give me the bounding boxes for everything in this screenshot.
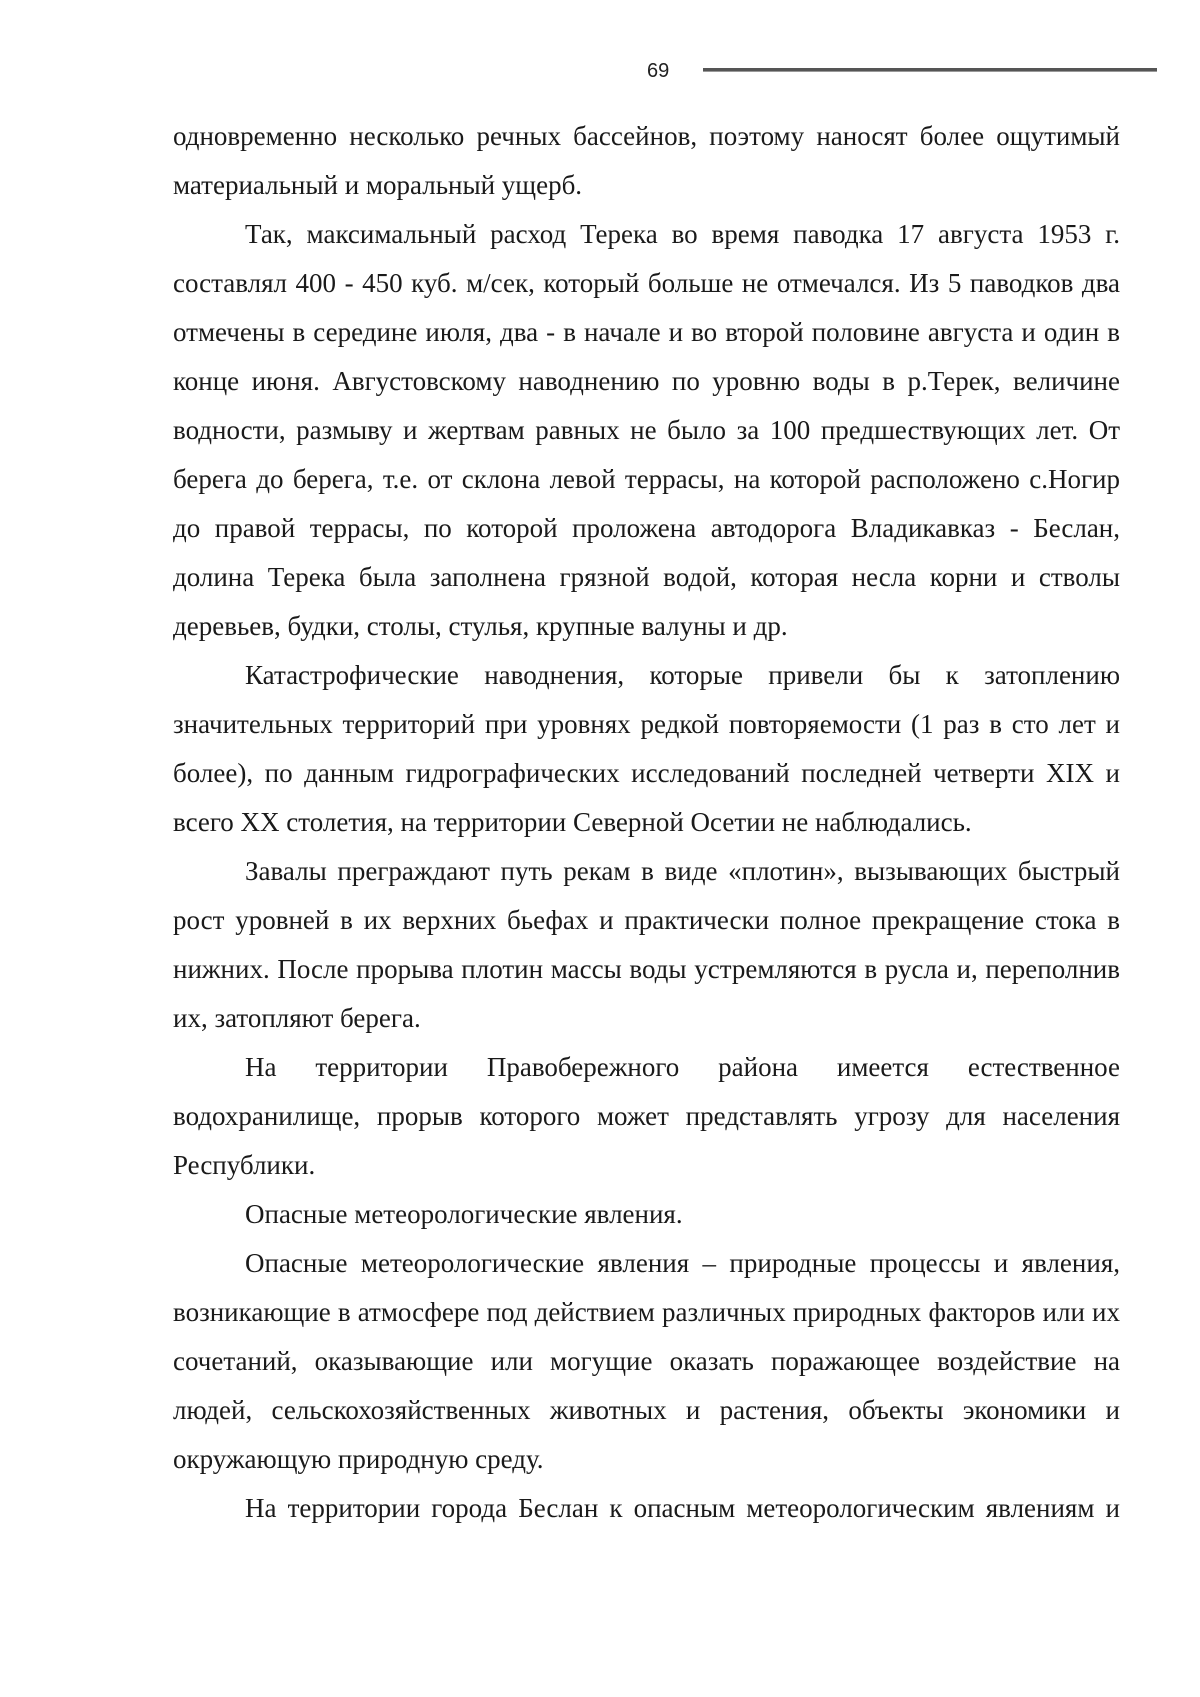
- paragraph-terek-flood: Так, максимальный расход Терека во время паводка 17 августа 1953 г. составлял 400 - 450 куб. м/сек, который больше не отмечался. Из 5 паводков два отмечены в середине июля, два - в начале и во второй половине августа и один в конце июня. Августовскому наводнению по уровню воды в р.Терек, величине водности, размыву и жертвам равных не было за 100 предшествующих лет. От берега до берега, т.е. от склона левой террасы, на которой расположено с.Ногир до правой террасы, по которой проложена автодорога Владикавказ - Беслан, долина Терека была заполнена грязной водой, которая несла корни и стволы деревьев, будки, столы, стулья, крупные валуны и др.: [173, 219, 1120, 641]
- paragraph-beslan: На территории города Беслан к опасным метеорологическим явлениям и: [245, 1493, 1120, 1523]
- page-header: [0, 56, 1200, 86]
- header-rule: [703, 68, 1157, 72]
- paragraph-meteorological-definition: Опасные метеорологические явления – природные процессы и явления, возникающие в атмосфере под действием различных природных факторов или их сочетаний, оказывающие или могущие оказать поражающее воздействие на людей, сельскохозяйственных животных и растения, объекты экономики и окружающую природную среду.: [173, 1248, 1120, 1474]
- paragraph-reservoir: На территории Правобережного района имеется естественное водохранилище, прорыв которого может представлять угрозу для населения Республики.: [173, 1052, 1120, 1180]
- document-body: [173, 112, 1120, 1533]
- paragraph-catastrophic-floods: Катастрофические наводнения, которые привели бы к затоплению значительных территорий при уровнях редкой повторяемости (1 раз в сто лет и более), по данным гидрографических исследований последней четверти XIX и всего XX столетия, на территории Северной Осетии не наблюдались.: [173, 660, 1120, 837]
- page-number: 69: [647, 60, 670, 82]
- section-heading-meteorological: Опасные метеорологические явления.: [245, 1199, 683, 1229]
- paragraph-continuation: одновременно несколько речных бассейнов, поэтому наносят более ощутимый материальный и моральный ущерб.: [173, 121, 1120, 200]
- paragraph-blockages: Завалы преграждают путь рекам в виде «плотин», вызывающих быстрый рост уровней в их верхних бьефах и практически полное прекращение стока в нижних. После прорыва плотин массы воды устремляются в русла и, переполнив их, затопляют берега.: [173, 856, 1120, 1033]
